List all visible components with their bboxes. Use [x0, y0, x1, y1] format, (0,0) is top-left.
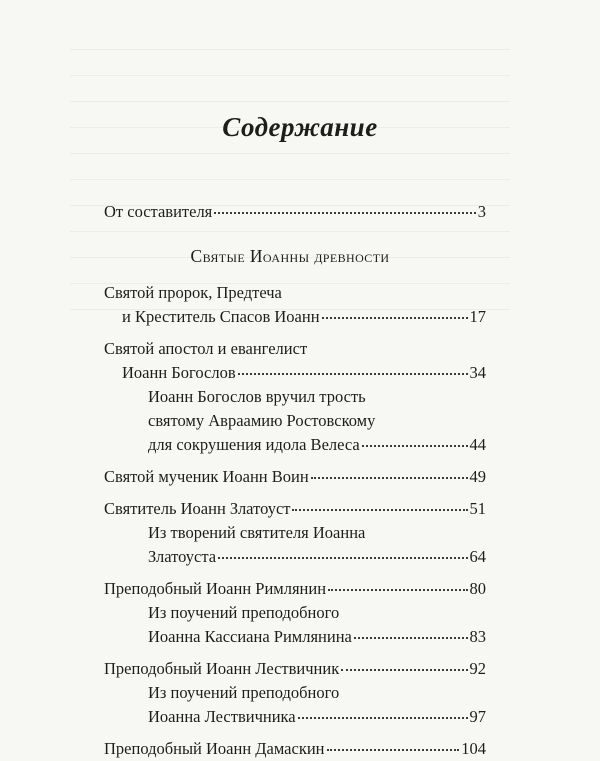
- toc-entry-title: Преподобный Иоанн Римлянин: [104, 579, 327, 598]
- toc-page-number: 104: [461, 739, 486, 758]
- toc-entry: [104, 657, 486, 681]
- toc-entry-title: Преподобный Иоанн Дамаскин: [104, 739, 325, 758]
- toc-entry-title: и Креститель Спасов Иоанн: [122, 307, 320, 326]
- toc-page-number: 44: [469, 435, 486, 454]
- toc-entry-title: для сокрушения идола Велеса: [148, 435, 360, 454]
- dot-leader: [328, 589, 467, 591]
- dot-leader: [292, 509, 467, 511]
- toc-entry-line: Святой апостол и евангелист: [104, 339, 308, 358]
- toc-entry-line: Из творений святителя Иоанна: [148, 523, 366, 542]
- dot-leader: [218, 557, 467, 559]
- dot-leader: [311, 477, 468, 479]
- toc-entry-title: Иоанна Лествичника: [148, 707, 296, 726]
- section-heading: Святые Иоанны древности: [190, 246, 390, 266]
- toc-entry-title: Златоуста: [148, 547, 217, 566]
- toc-entry: [104, 281, 486, 329]
- table-of-contents: [104, 200, 486, 761]
- toc-entry: [104, 577, 486, 601]
- page-title: Содержание: [222, 112, 378, 142]
- toc-entry-preface: [104, 200, 486, 224]
- toc-page-number: 51: [469, 499, 486, 518]
- dot-leader: [327, 749, 460, 751]
- toc-entry: [104, 465, 486, 489]
- dot-leader: [298, 717, 468, 719]
- toc-entry-title: Преподобный Иоанн Лествичник: [104, 659, 340, 678]
- toc-page-number: 80: [469, 579, 486, 598]
- toc-page-number: 3: [477, 202, 486, 221]
- toc-subentry: [104, 521, 486, 569]
- toc-entry-line: Иоанн Богослов вручил трость: [148, 387, 366, 406]
- toc-entry: [104, 337, 486, 385]
- dot-leader: [238, 373, 468, 375]
- toc-entry-line: Из поучений преподобного: [148, 683, 340, 702]
- toc-entry-line: Святой пророк, Предтеча: [104, 283, 282, 302]
- dot-leader: [214, 212, 475, 214]
- toc-entry-title: От составителя: [104, 202, 213, 221]
- toc-subentry: [104, 385, 486, 457]
- toc-entries: [104, 281, 486, 761]
- toc-entry-title: Иоанна Кассиана Римлянина: [148, 627, 352, 646]
- toc-entry-title: Иоанн Богослов: [122, 363, 236, 382]
- toc-page-number: 92: [469, 659, 486, 678]
- dot-leader: [341, 669, 467, 671]
- toc-page-number: 49: [469, 467, 486, 486]
- toc-page-number: 64: [469, 547, 486, 566]
- toc-page-number: 83: [469, 627, 486, 646]
- toc-page-number: 34: [469, 363, 486, 382]
- toc-page-number: 17: [469, 307, 486, 326]
- dot-leader: [354, 637, 468, 639]
- toc-entry: [104, 497, 486, 521]
- dot-leader: [322, 317, 468, 319]
- dot-leader: [362, 445, 468, 447]
- toc-entry-line: Из поучений преподобного: [148, 603, 340, 622]
- toc-entry-title: Святитель Иоанн Златоуст: [104, 499, 291, 518]
- toc-entry: [104, 737, 486, 761]
- toc-page-number: 97: [469, 707, 486, 726]
- toc-entry-title: Святой мученик Иоанн Воин: [104, 467, 309, 486]
- toc-subentry: [104, 681, 486, 729]
- toc-subentry: [104, 601, 486, 649]
- toc-entry-line: святому Авраамию Ростовскому: [148, 411, 376, 430]
